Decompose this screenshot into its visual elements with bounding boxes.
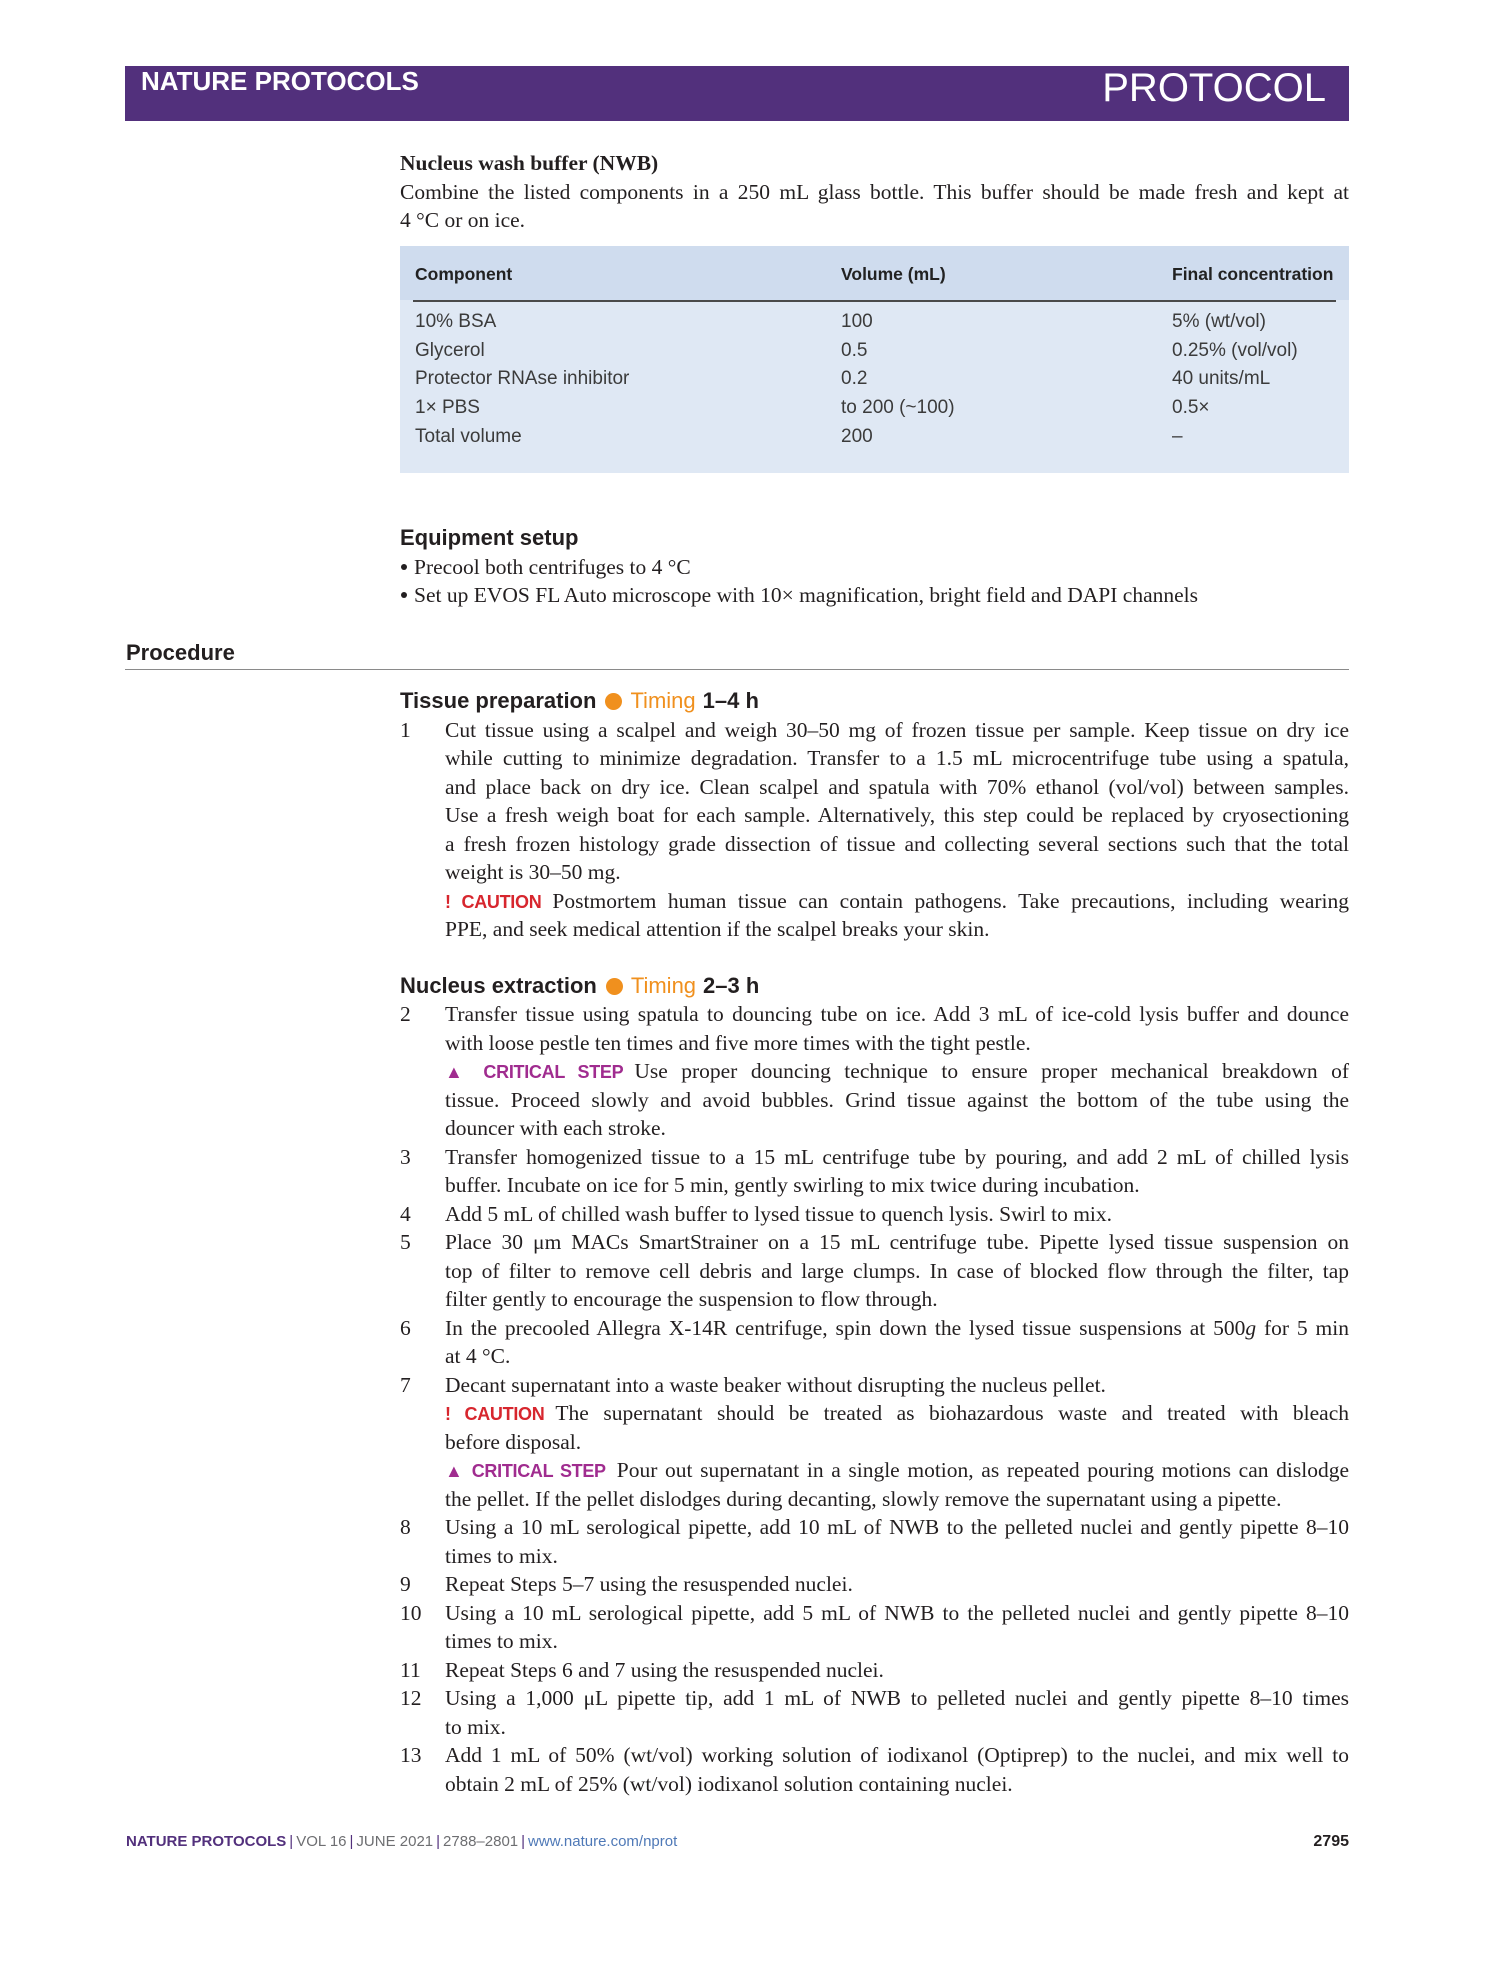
text-span: Using a 10 mL serological pipette, add 5 mL of NWB to the pelleted nuclei and gently pipette 8–10 <box>445 1600 1349 1625</box>
procedure-body <box>400 687 1349 1798</box>
table-body <box>400 308 1349 451</box>
text-line <box>400 178 1349 207</box>
procedure-divider <box>125 669 1349 670</box>
timing-label: Timing <box>630 688 696 713</box>
nwb-title: Nucleus wash buffer (NWB) <box>400 151 659 175</box>
text-line <box>445 1171 1349 1200</box>
step-number: 2 <box>400 1002 411 1026</box>
text-line <box>445 1114 1349 1143</box>
text-span: Use proper douncing technique to ensure proper mechanical breakdown of <box>634 1059 1350 1083</box>
step-body <box>445 1143 1349 1200</box>
table-cell: Glycerol <box>415 339 485 361</box>
text-line <box>445 744 1349 773</box>
text-line <box>445 1399 1349 1428</box>
step-number: 6 <box>400 1315 411 1340</box>
text-line <box>445 1741 1349 1770</box>
text-span: Using a 10 mL serological pipette, add 10 mL of NWB to the pelleted nuclei and gently pipette 8–10 <box>445 1515 1349 1539</box>
text-span: Place 30 μm MACs SmartStrainer on a 15 mL centrifuge tube. Pipette lysed tissue suspension on <box>445 1230 1349 1254</box>
timing-dot-icon <box>605 693 622 710</box>
procedure-step <box>400 1684 1349 1741</box>
table-cell: 0.5 <box>841 339 868 361</box>
text-line <box>445 1713 1349 1742</box>
text-span: douncer with each stroke. <box>445 1116 666 1140</box>
text-line <box>445 1656 1349 1685</box>
bullet-icon <box>401 564 407 570</box>
footer-separator: | <box>349 1833 354 1850</box>
section-heading <box>400 972 1349 1001</box>
text-line <box>445 858 1349 887</box>
text-span: PPE, and seek medical attention if the scalpel breaks your skin. <box>445 917 990 941</box>
table-cell: 40 units/mL <box>1172 368 1271 390</box>
procedure-step <box>400 1228 1349 1314</box>
procedure-step <box>400 1371 1349 1514</box>
text-span: top of filter to remove cell debris and large clumps. In case of blocked flow through the filter, tap <box>445 1258 1349 1283</box>
timing-dot-icon <box>606 978 623 995</box>
text-span: the pellet. If the pellet dislodges during decanting, slowly remove the supernatant using a pipette. <box>445 1486 1282 1511</box>
text-line <box>445 1228 1349 1257</box>
text-line <box>445 1371 1349 1400</box>
section-title: Nucleus extraction <box>400 972 597 998</box>
footer-separator: | <box>521 1833 526 1850</box>
timing-label: Timing <box>630 972 697 998</box>
procedure-step <box>400 1200 1349 1229</box>
table-header-rule <box>413 300 1336 302</box>
nwb-section <box>400 149 1349 235</box>
text-line <box>445 716 1349 745</box>
table-row <box>400 365 1349 394</box>
step-number: 10 <box>400 1600 422 1625</box>
table-row <box>400 394 1349 423</box>
bullet-text: Precool both centrifuges to 4 °C <box>414 554 691 579</box>
caution-note <box>445 1399 1349 1456</box>
timing-value: 1–4 h <box>702 688 759 713</box>
text-line <box>445 1257 1349 1286</box>
text-span: 4 °C or on ice. <box>400 208 526 232</box>
critical-note <box>445 1456 1349 1513</box>
text-span: Transfer tissue using spatula to douncing tube on ice. Add 3 mL of ice-cold lysis buffer and dounce <box>445 1002 1349 1026</box>
procedure-step <box>400 1314 1349 1371</box>
journal-header-bar <box>125 66 1349 121</box>
critical-note <box>445 1057 1349 1143</box>
text-span: The supernatant should be treated as biohazardous waste and treated with bleach <box>555 1401 1349 1425</box>
footer-url-link[interactable]: www.nature.com/nprot <box>528 1833 678 1850</box>
text-line <box>445 1000 1349 1029</box>
step-body <box>445 1200 1349 1229</box>
text-line <box>445 915 1349 944</box>
text-span: tissue. Proceed slowly and avoid bubbles. Grind tissue against the bottom of the tube using the <box>445 1087 1349 1112</box>
procedure-step <box>400 1741 1349 1798</box>
column-header: Final concentration <box>1172 264 1334 284</box>
text-line <box>445 1314 1349 1343</box>
footer-pages: 2788–2801 <box>443 1833 519 1850</box>
bullet-item <box>400 553 1349 582</box>
section-heading <box>400 687 1349 716</box>
footer-separator: | <box>436 1833 441 1850</box>
table-cell: 0.2 <box>841 368 868 390</box>
caution-label: ! CAUTION <box>445 891 542 912</box>
step-body <box>445 1314 1349 1371</box>
step-body <box>445 1228 1349 1314</box>
column-header: Component <box>415 264 513 284</box>
text-line <box>445 830 1349 859</box>
text-line <box>445 1456 1349 1485</box>
table-cell: 200 <box>841 425 873 447</box>
table-cell: 1× PBS <box>415 397 480 419</box>
critical-label: ▲ CRITICAL STEP <box>445 1062 624 1082</box>
table-cell: Protector RNAse inhibitor <box>415 368 630 390</box>
text-span: Use a fresh weigh boat for each sample. Alternatively, this step could be replaced by cryosectioning <box>445 803 1349 827</box>
step-number: 7 <box>400 1372 411 1397</box>
table-cell: 100 <box>841 311 873 332</box>
text-span: Transfer homogenized tissue to a 15 mL centrifuge tube by pouring, and add 2 mL of chilled lysis <box>445 1144 1349 1169</box>
text-span: Repeat Steps 6 and 7 using the resuspended nuclei. <box>445 1657 884 1682</box>
text-line <box>445 1627 1349 1656</box>
procedure-step <box>400 1656 1349 1685</box>
text-span: obtain 2 mL of 25% (wt/vol) iodixanol solution containing nuclei. <box>445 1771 1013 1796</box>
table-row <box>400 308 1349 337</box>
step-number: 9 <box>400 1572 411 1596</box>
text-line <box>445 1485 1349 1514</box>
table-cell: to 200 (~100) <box>841 397 955 419</box>
journal-name: NATURE PROTOCOLS <box>141 66 419 96</box>
step-body <box>445 1000 1349 1143</box>
step-body <box>445 1741 1349 1798</box>
equipment-setup-heading: Equipment setup <box>400 525 579 550</box>
text-span: Decant supernatant into a waste beaker without disrupting the nucleus pellet. <box>445 1372 1106 1397</box>
procedure-step <box>400 1513 1349 1570</box>
step-body <box>445 1656 1349 1685</box>
text-span: filter gently to encourage the suspension to flow through. <box>445 1287 938 1311</box>
procedure-step <box>400 1570 1349 1599</box>
text-span: Pour out supernatant in a single motion, as repeated pouring motions can dislodge <box>616 1458 1350 1482</box>
article-type: PROTOCOL <box>1102 66 1326 110</box>
text-segment: for 5 min <box>1256 1315 1349 1340</box>
text-span: at 4 °C. <box>445 1344 511 1368</box>
table-row <box>400 337 1349 366</box>
procedure-step <box>400 1599 1349 1656</box>
step-number: 13 <box>400 1743 422 1767</box>
table-cell: Total volume <box>415 425 522 447</box>
text-line <box>445 801 1349 830</box>
step-number: 11 <box>400 1657 421 1682</box>
footer-separator: | <box>289 1833 294 1850</box>
step-body <box>445 1599 1349 1656</box>
table-cell: – <box>1172 425 1183 447</box>
text-span: to mix. <box>445 1714 506 1739</box>
procedure-section <box>400 687 1349 944</box>
text-span: weight is 30–50 mg. <box>445 860 621 884</box>
text-line <box>445 1428 1349 1457</box>
caution-note <box>445 887 1349 944</box>
table-cell: 10% BSA <box>415 311 497 332</box>
text-line <box>445 1057 1349 1086</box>
procedure-heading: Procedure <box>126 640 235 665</box>
text-span: times to mix. <box>445 1543 558 1568</box>
procedure-step <box>400 1000 1349 1143</box>
text-line <box>445 887 1349 916</box>
text-span: buffer. Incubate on ice for 5 min, gently swirling to mix twice during incubation. <box>445 1173 1140 1197</box>
text-line <box>445 1770 1349 1799</box>
table-header-row <box>400 246 1349 300</box>
text-line <box>445 1086 1349 1115</box>
section-title: Tissue preparation <box>400 688 597 713</box>
footer-date: JUNE 2021 <box>356 1833 434 1850</box>
procedure-section <box>400 972 1349 1799</box>
text-line <box>400 206 1349 235</box>
text-span: Postmortem human tissue can contain pathogens. Take precautions, including wearing <box>552 888 1349 913</box>
text-span: with loose pestle ten times and five more times with the tight pestle. <box>445 1030 1031 1055</box>
step-number: 4 <box>400 1201 411 1226</box>
text-line <box>445 1570 1349 1599</box>
step-number: 8 <box>400 1515 411 1539</box>
text-span: and place back on dry ice. Clean scalpel and spatula with 70% ethanol (vol/vol) between samples. <box>445 774 1349 799</box>
step-number: 12 <box>400 1686 422 1710</box>
bullet-item <box>400 581 1349 610</box>
bullet-icon <box>401 592 407 598</box>
step-body <box>445 1570 1349 1599</box>
text-span: a fresh frozen histology grade dissection of tissue and collecting several sections such that the total <box>445 831 1349 856</box>
text-span: Cut tissue using a scalpel and weigh 30–50 mg of frozen tissue per sample. Keep tissue on dry ice <box>445 717 1349 742</box>
bullet-text: Set up EVOS FL Auto microscope with 10× magnification, bright field and DAPI channels <box>414 583 1199 607</box>
text-segment: g <box>1245 1315 1257 1340</box>
step-number: 1 <box>400 717 411 742</box>
critical-label: ▲ CRITICAL STEP <box>445 1461 606 1481</box>
text-line <box>445 1285 1349 1314</box>
text-span: Using a 1,000 μL pipette tip, add 1 mL of NWB to pelleted nuclei and gently pipette 8–10 times <box>445 1686 1349 1710</box>
text-line <box>445 1542 1349 1571</box>
caution-label: ! CAUTION <box>445 1404 545 1424</box>
table-cell: 5% (wt/vol) <box>1172 311 1266 332</box>
step-body <box>445 1371 1349 1514</box>
footer-volume: VOL 16 <box>296 1833 347 1850</box>
text-line <box>445 1513 1349 1542</box>
column-header: Volume (mL) <box>841 264 946 284</box>
equipment-setup-section <box>400 524 1349 610</box>
text-line <box>445 773 1349 802</box>
step-number: 3 <box>400 1144 411 1169</box>
page-footer <box>126 1831 677 1853</box>
timing-value: 2–3 h <box>703 972 760 998</box>
step-body <box>445 1513 1349 1570</box>
text-line <box>445 1599 1349 1628</box>
text-span: Combine the listed components in a 250 mL glass bottle. This buffer should be made fresh and kept at <box>400 179 1349 204</box>
page-number: 2795 <box>1313 1833 1349 1850</box>
text-line <box>445 1143 1349 1172</box>
procedure-step <box>400 716 1349 944</box>
text-line <box>445 1684 1349 1713</box>
step-number: 5 <box>400 1230 411 1254</box>
text-span: times to mix. <box>445 1629 558 1653</box>
text-span: Add 1 mL of 50% (wt/vol) working solution of iodixanol (Optiprep) to the nuclei, and mix well to <box>445 1743 1349 1767</box>
footer-journal: NATURE PROTOCOLS <box>126 1833 287 1850</box>
text-line <box>445 1029 1349 1058</box>
text-span: while cutting to minimize degradation. Transfer to a 1.5 mL microcentrifuge tube using a spatula, <box>445 746 1349 770</box>
nwb-components-table <box>400 246 1349 473</box>
table-row <box>400 423 1349 452</box>
step-body <box>445 1684 1349 1741</box>
text-span: Add 5 mL of chilled wash buffer to lysed tissue to quench lysis. Swirl to mix. <box>445 1201 1113 1226</box>
text-line <box>445 1342 1349 1371</box>
text-span: before disposal. <box>445 1429 582 1454</box>
text-span: Repeat Steps 5–7 using the resuspended nuclei. <box>445 1572 853 1596</box>
text-line <box>445 1200 1349 1229</box>
table-cell: 0.25% (vol/vol) <box>1172 339 1298 361</box>
text-segment: In the precooled Allegra X-14R centrifuge, spin down the lysed tissue suspensions at 500 <box>445 1315 1246 1340</box>
step-body <box>445 716 1349 944</box>
procedure-step <box>400 1143 1349 1200</box>
table-cell: 0.5× <box>1172 397 1210 419</box>
